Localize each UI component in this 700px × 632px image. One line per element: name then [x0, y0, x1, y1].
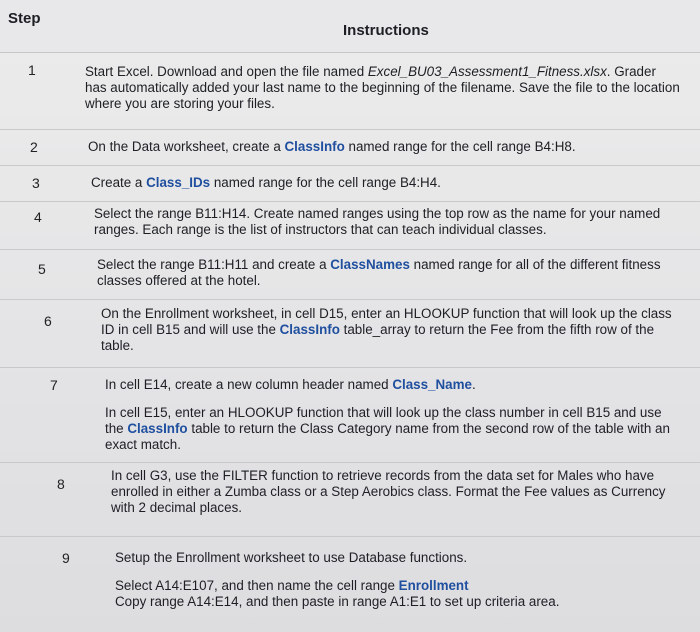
instruction-segment: Copy range A14:E14, and then paste in range A1:E1 to set up criteria area. — [115, 594, 560, 609]
table-row — [0, 165, 700, 202]
table-row — [0, 52, 700, 130]
range-name-highlight: Enrollment — [398, 578, 469, 593]
range-name-highlight: ClassNames — [330, 257, 410, 272]
instruction-text — [111, 468, 681, 516]
instruction-segment: In cell E14, create a new column header named — [105, 377, 393, 392]
instruction-segment: Setup the Enrollment worksheet to use Database functions. — [115, 550, 468, 565]
instruction-segment: named range for the cell range B4:H8. — [344, 139, 576, 154]
step-column-header: Step — [8, 10, 41, 27]
step-number: 5 — [38, 261, 46, 277]
instruction-segment: Create a — [91, 175, 147, 190]
instruction-segment: named range for all of the different fitness classes offered at the hotel. — [97, 257, 661, 288]
instruction-text — [88, 139, 678, 155]
range-name-highlight: Class_Name — [392, 377, 472, 392]
step-number: 6 — [44, 313, 52, 329]
table-row — [0, 201, 700, 250]
instruction-segment: On the Enrollment worksheet, in cell D15, enter an HLOOKUP function that will look up the class ID in cell B15 and will use the — [101, 306, 672, 337]
step-number: 8 — [57, 476, 65, 492]
instruction-text — [97, 257, 677, 289]
instruction-segment: In cell E15, enter an HLOOKUP function that will look up the class number in cell B15 and use the — [105, 405, 662, 436]
instruction-text — [105, 377, 680, 453]
instructions-column-header: Instructions — [343, 22, 429, 39]
instruction-text — [94, 206, 674, 238]
range-name-highlight: Class_IDs — [146, 175, 211, 190]
range-name-highlight: ClassInfo — [127, 421, 188, 436]
instruction-segment: Start Excel. Download and open the file named — [85, 64, 368, 79]
instruction-text — [101, 306, 676, 354]
step-number: 3 — [32, 175, 40, 191]
instruction-segment: In cell G3, use the FILTER function to retrieve records from the data set for Males who have enrolled in either a Zumba class or a Step Aerobics class. Format the Fee values as Currency with 2 decimal places. — [111, 468, 666, 515]
table-row — [0, 299, 700, 368]
step-number: 1 — [28, 62, 36, 78]
file-name: Excel_BU03_Assessment1_Fitness.xlsx — [367, 64, 607, 79]
step-number: 4 — [34, 209, 42, 225]
instruction-segment: table_array to return the Fee from the fifth row of the table. — [101, 322, 655, 353]
instruction-segment: . — [471, 377, 476, 392]
step-number: 9 — [62, 550, 70, 566]
table-row — [0, 462, 700, 537]
instruction-segment: Select the range B11:H11 and create a — [97, 257, 331, 272]
instruction-segment: Select the range B11:H14. Create named ranges using the top row as the name for your named ranges. Each range is the list of instructors that can teach individual classes. — [94, 206, 661, 237]
step-number: 7 — [50, 377, 58, 393]
range-name-highlight: ClassInfo — [279, 322, 340, 337]
instruction-segment: . Grader has automatically added your last name to the beginning of the filename. Save the file to the location where you are storing your files. — [85, 64, 680, 111]
range-name-highlight: ClassInfo — [284, 139, 345, 154]
instruction-text — [115, 550, 675, 610]
instruction-segment: On the Data worksheet, create a — [88, 139, 285, 154]
step-number: 2 — [30, 139, 38, 155]
instruction-segment: Select A14:E107, and then name the cell range — [115, 578, 399, 593]
table-header — [0, 0, 700, 53]
instruction-text — [85, 64, 680, 112]
instruction-segment: named range for the cell range B4:H4. — [210, 175, 441, 190]
instruction-text — [91, 175, 676, 191]
table-row — [0, 536, 700, 632]
table-row — [0, 367, 700, 463]
instruction-segment: table to return the Class Category name from the second row of the table with an exact match. — [105, 421, 670, 452]
table-row — [0, 249, 700, 300]
table-row — [0, 129, 700, 166]
